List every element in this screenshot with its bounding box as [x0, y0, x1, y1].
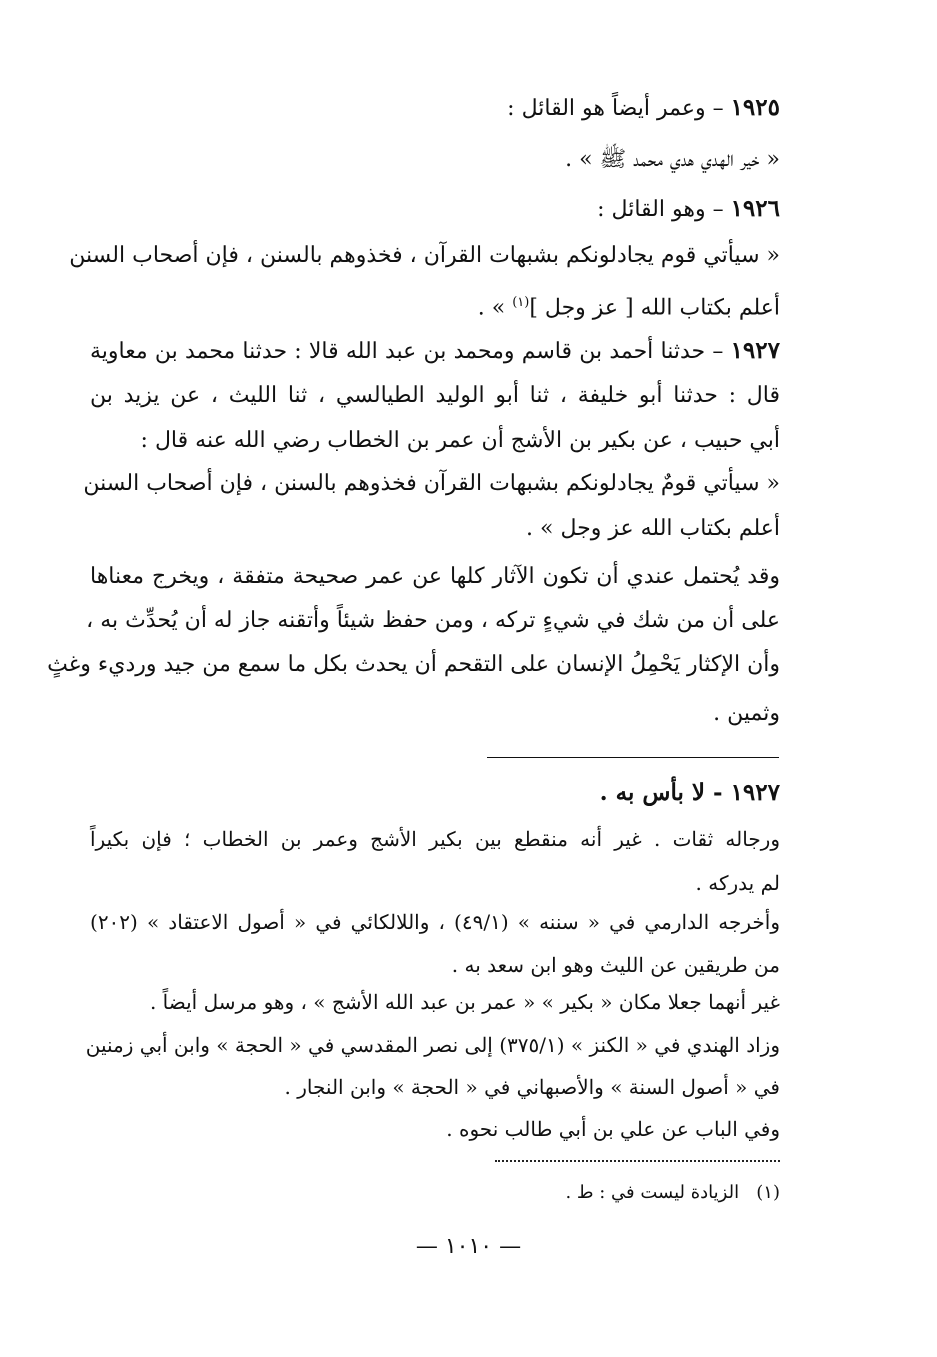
hadith-text: – وعمر أيضاً هو القائل :: [507, 96, 731, 121]
grading-text: - لا بأس به .: [599, 779, 731, 806]
body-line: وأن الإكثار يَحْمِلُ الإنسان على التقحم أن يحدث بكل ما سمع من جيد ورديء وغثٍ: [47, 652, 780, 677]
hadith-1927-quote-line: « سيأتي قومٌ يجادلونكم بشبهات القرآن فخذوهم بالسنن ، فإن أصحاب السنن: [83, 471, 780, 496]
commentary-heading: [90, 777, 780, 810]
hadith-number: ١٩٢٧: [730, 337, 780, 364]
commentary-line: من طريقين عن الليث وهو ابن سعد به .: [451, 953, 780, 977]
body-line: وقد يُحتمل عندي أن تكون الآثار كلها عن عمر صحيحة متفقة ، ويخرج معناها: [90, 564, 780, 589]
footnote-text: الزيادة ليست في : ط .: [565, 1182, 740, 1203]
text-segment: أعلم بكتاب الله [ عز وجل ]: [529, 295, 780, 321]
text-segment: » .: [477, 295, 513, 321]
commentary-line: وأخرجه الدارمي في « سننه » (٤٩/١) ، واللالكائي في « أصول الاعتقاد » (٢٠٢): [90, 910, 780, 934]
body-line: على أن من شك في شيءٍ تركه ، ومن حفظ شيئاً وأتقنه جاز له أن يُحدِّث به ،: [86, 608, 780, 633]
hadith-1926-quote-line: « سيأتي قوم يجادلونكم بشبهات القرآن ، فخذوهم بالسنن ، فإن أصحاب السنن: [69, 243, 780, 268]
body-line: وثمين .: [713, 701, 780, 726]
commentary-separator: [487, 757, 779, 758]
commentary-line: لم يدركه .: [695, 871, 780, 895]
body-line: أبي حبيب ، عن بكير بن الأشج أن عمر بن الخطاب رضي الله عنه قال :: [140, 428, 780, 453]
page-number: — ١٠١٠ —: [415, 1234, 522, 1259]
hadith-1927-quote-end: أعلم بكتاب الله عز وجل » .: [526, 516, 780, 541]
hadith-1927-line: [90, 335, 780, 368]
footnote-reference: (١): [512, 295, 530, 310]
footnote-separator: [495, 1160, 780, 1168]
body-line: قال : حدثنا أبو خليفة ، ثنا أبو الوليد الطيالسي ، ثنا الليث ، عن يزيد بن: [90, 383, 780, 408]
commentary-line: في « أصول السنة » والأصبهاني في « الحجة » وابن النجار .: [284, 1075, 780, 1099]
commentary-line: وزاد الهندي في « الكنز » (٣٧٥/١) إلى نصر المقدسي في « الحجة » وابن أبي زمنين: [85, 1033, 780, 1057]
footnote: [90, 1178, 780, 1208]
commentary-line: وفي الباب عن علي بن أبي طالب نحوه .: [446, 1117, 780, 1141]
hadith-text: – حدثنا أحمد بن قاسم ومحمد بن عبد الله قالا : حدثنا محمد بن معاوية: [90, 339, 731, 364]
hadith-1925-line: [90, 92, 780, 125]
hadith-1925-quote: « خير الهدي هدي محمد ﷺ » .: [565, 147, 780, 172]
hadith-text: – وهو القائل :: [597, 197, 731, 222]
hadith-number: ١٩٢٥: [730, 94, 780, 121]
commentary-line: ورجاله ثقات . غير أنه منقطع بين بكير الأشج وعمر بن الخطاب ؛ فإن بكيراً: [90, 827, 780, 851]
hadith-number: ١٩٢٦: [730, 195, 780, 222]
hadith-1926-line: [90, 193, 780, 226]
footnote-marker: (١): [756, 1182, 780, 1203]
hadith-number: ١٩٢٧: [730, 779, 780, 806]
hadith-1926-quote-end: [90, 287, 780, 324]
commentary-line: غير أنهما جعلا مكان « بكير » « عمر بن عبد الله الأشج » ، وهو مرسل أيضاً .: [149, 990, 780, 1014]
